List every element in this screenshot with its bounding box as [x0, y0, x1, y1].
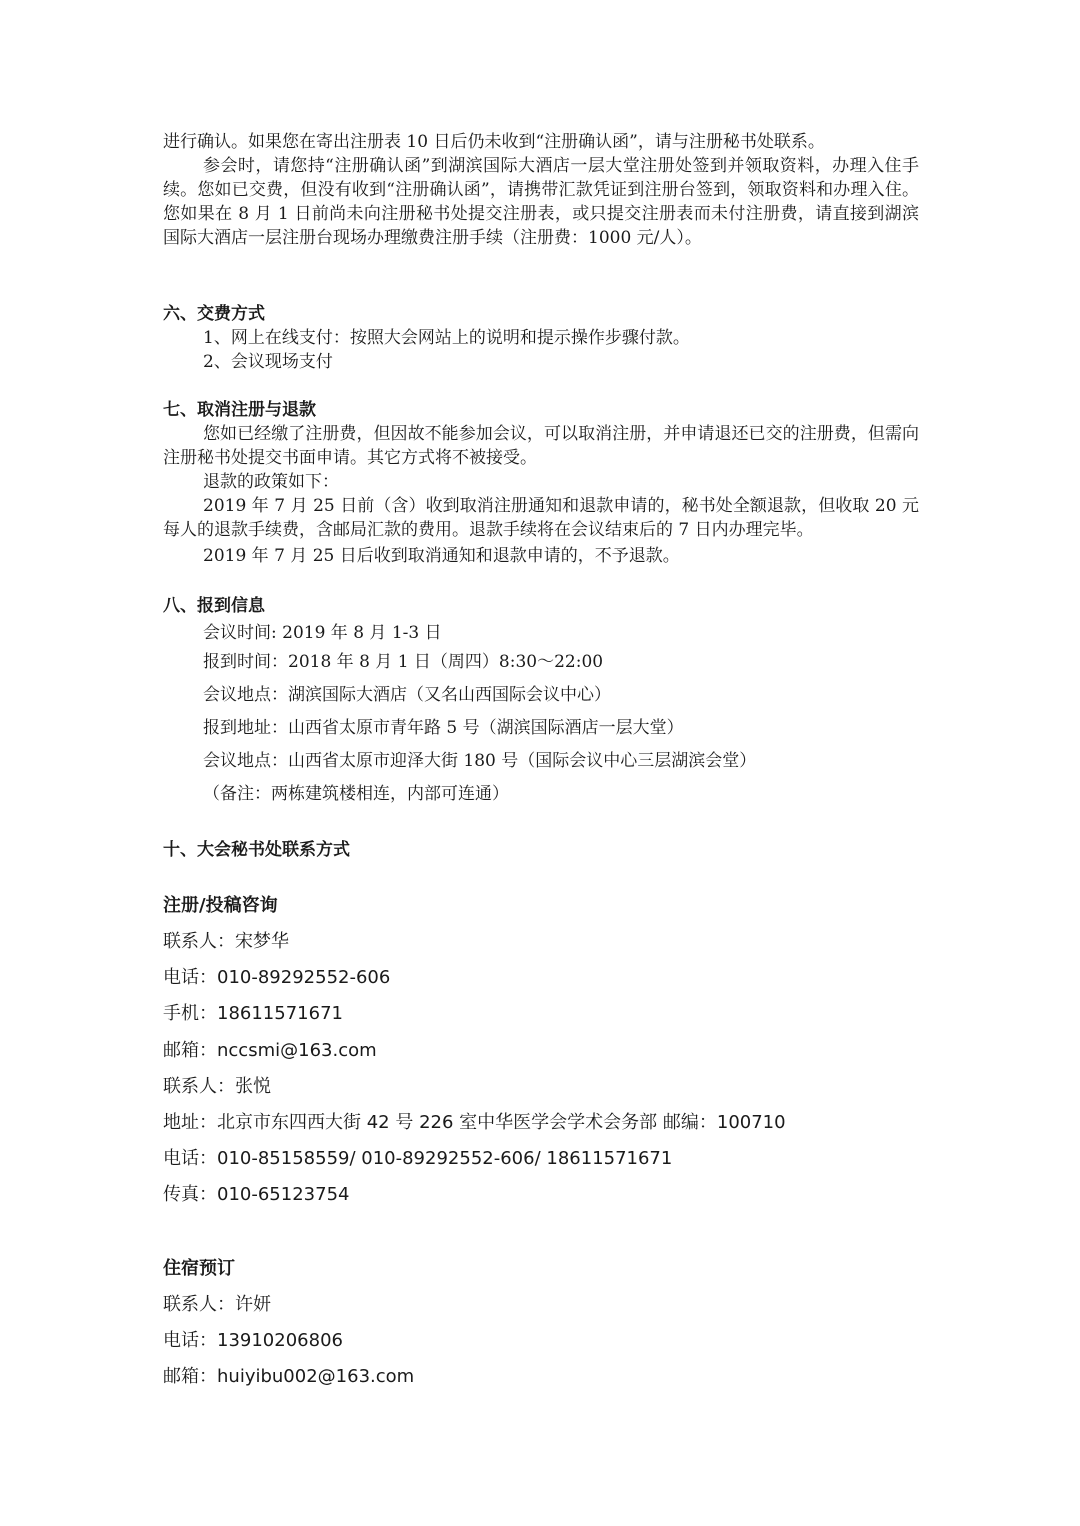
no-refund-text: 2019 年 7 月 25 日后收到取消通知和退款申请的，不予退款。 [203, 546, 680, 566]
registration-phone-2: 电话：010-85158559/ 010-89292552-606/ 18611571671 [163, 1148, 673, 1169]
meeting-address: 会议地点：山西省太原市迎泽大街 180 号（国际会议中心三层湖滨会堂） [203, 751, 757, 771]
payment-heading: 六、交费方式 [163, 304, 265, 324]
refund-policy-label: 退款的政策如下： [203, 472, 339, 492]
building-note: （备注：两栋建筑楼相连，内部可连通） [203, 784, 509, 804]
reg-checkin-paragraph [163, 154, 919, 250]
meeting-venue: 会议地点：湖滨国际大酒店（又名山西国际会议中心） [203, 685, 611, 705]
refund-policy-paragraph [163, 494, 919, 542]
checkin-heading: 八、报到信息 [163, 596, 265, 616]
refund-policy-text: 2019 年 7 月 25 日前（含）收到取消注册通知和退款申请的，秘书处全额退款，但收取 20 元每人的退款手续费，含邮局汇款的费用。退款手续将在会议结束后的 7 日内办理完毕。 [163, 496, 919, 540]
registration-fax: 传真：010-65123754 [163, 1184, 350, 1205]
accommodation-email: 邮箱：huiyibu002@163.com [163, 1366, 415, 1387]
accommodation-contact-person: 联系人：许妍 [163, 1294, 271, 1315]
cancel-heading: 七、取消注册与退款 [163, 400, 316, 420]
accommodation-title: 住宿预订 [163, 1258, 235, 1279]
secretariat-heading: 十、大会秘书处联系方式 [163, 840, 350, 860]
checkin-address: 报到地址：山西省太原市青年路 5 号（湖滨国际酒店一层大堂） [203, 718, 684, 738]
registration-contact-title: 注册/投稿咨询 [163, 895, 278, 916]
meeting-time: 会议时间: 2019 年 8 月 1-3 日 [203, 623, 442, 643]
cancel-text: 您如已经缴了注册费，但因故不能参加会议，可以取消注册，并申请退还已交的注册费，但需向注册秘书处提交书面申请。其它方式将不被接受。 [163, 424, 919, 468]
payment-item-onsite: 2、会议现场支付 [203, 352, 333, 372]
checkin-time: 报到时间：2018 年 8 月 1 日（周四）8:30～22:00 [203, 652, 604, 672]
registration-contact-person-2: 联系人：张悦 [163, 1076, 271, 1097]
registration-email: 邮箱：nccsmi@163.com [163, 1040, 377, 1061]
accommodation-phone: 电话：13910206806 [163, 1330, 343, 1351]
registration-mobile: 手机：18611571671 [163, 1003, 343, 1024]
cancel-paragraph [163, 422, 919, 470]
registration-address: 地址：北京市东四西大街 42 号 226 室中华医学会学术会务部 邮编：100710 [163, 1112, 786, 1133]
payment-item-online: 1、网上在线支付：按照大会网站上的说明和提示操作步骤付款。 [203, 328, 690, 348]
registration-contact-person-1: 联系人：宋梦华 [163, 931, 289, 952]
reg-checkin-text: 参会时，请您持“注册确认函”到湖滨国际大酒店一层大堂注册处签到并领取资料，办理入住手续。您如已交费，但没有收到“注册确认函”，请携带汇款凭证到注册台签到，领取资料和办理入住。您如果在 8 月 1 日前尚未向注册秘书处提交注册表，或只提交注册表而未付注册费，请直接到湖滨国际大酒店一层注册台现场办理缴费注册手续（注册费：1000 元/人）。 [163, 156, 919, 248]
reg-confirm-line: 进行确认。如果您在寄出注册表 10 日后仍未收到“注册确认函”，请与注册秘书处联系。 [163, 132, 825, 152]
registration-phone-1: 电话：010-89292552-606 [163, 967, 391, 988]
